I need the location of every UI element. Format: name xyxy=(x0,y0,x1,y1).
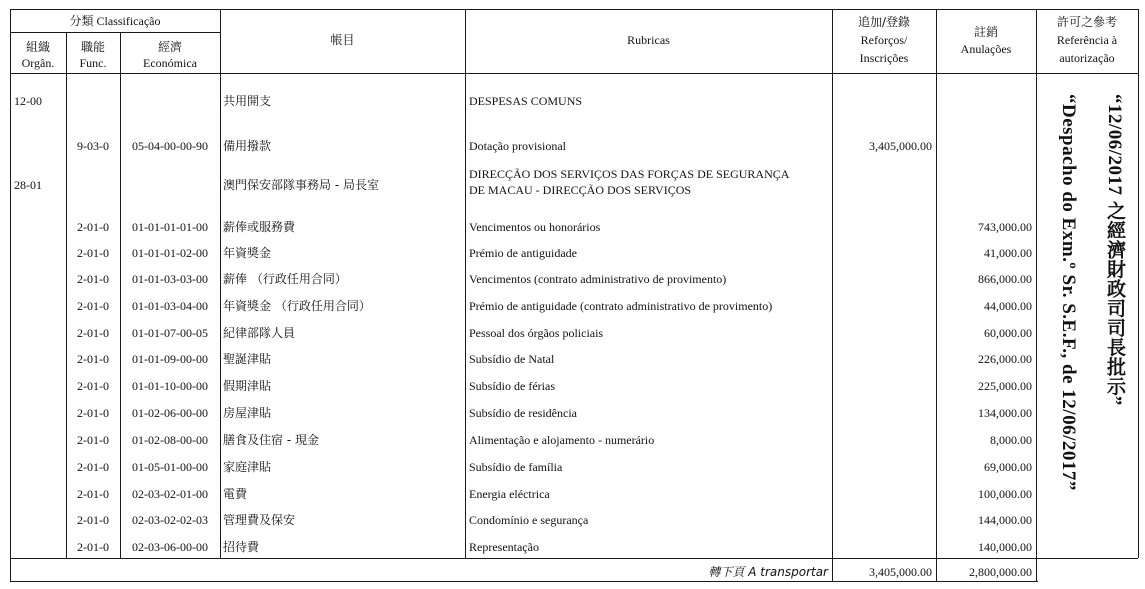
footer-label: 轉下頁 A transportar xyxy=(708,565,828,579)
cell-func: 2-01-0 xyxy=(77,379,109,393)
header-anulacoes-zh: 註銷 xyxy=(973,25,998,39)
cell-conta-zh: 薪俸 （行政任用合同） xyxy=(223,272,347,286)
cell-func: 2-01-0 xyxy=(77,433,109,447)
cell-rubrica: Subsídio de férias xyxy=(469,379,555,393)
header-eco-pt: Económica xyxy=(143,56,197,70)
header-rubricas: Rubricas xyxy=(627,33,670,47)
authorization-reference-pt: “Despacho do Exm.º Sr. S.E.F., de 12/06/2017” xyxy=(1058,94,1079,491)
cell-eco: 01-01-03-03-00 xyxy=(132,272,208,286)
authorization-reference xyxy=(1038,86,1138,556)
rule-header-bottom xyxy=(10,73,1138,74)
cell-rubrica: Prémio de antiguidade (contrato administrativo de provimento) xyxy=(469,299,773,313)
rule-anul-aut xyxy=(1036,9,1037,582)
cell-func: 2-01-0 xyxy=(77,487,109,501)
cell-conta-zh: 澳門保安部隊事務局 - 局長室 xyxy=(223,178,379,192)
cell-rubrica-line2: DE MACAU - DIRECÇÃO DOS SERVIÇOS xyxy=(469,183,692,197)
cell-eco: 01-01-03-04-00 xyxy=(132,299,208,313)
header-eco-zh: 經濟 xyxy=(157,40,182,54)
cell-conta-zh: 招待費 xyxy=(223,540,260,554)
header-referencia-pt2: autorização xyxy=(1059,51,1115,65)
header-org-zh: 組織 xyxy=(25,40,50,54)
cell-eco: 01-01-01-01-00 xyxy=(132,220,208,234)
cell-func: 2-01-0 xyxy=(77,272,109,286)
rule-org-func xyxy=(66,32,67,558)
header-conta-zh: 帳目 xyxy=(330,33,355,47)
cell-eco: 01-02-08-00-00 xyxy=(132,433,208,447)
cell-anulacao: 144,000.00 xyxy=(978,513,1032,527)
header-anulacoes-pt: Anulações xyxy=(960,42,1012,56)
cell-func: 9-03-0 xyxy=(77,139,109,153)
header-reforcos-zh: 追加/登錄 xyxy=(857,15,911,29)
cell-anulacao: 866,000.00 xyxy=(978,272,1032,286)
cell-reforco: 3,405,000.00 xyxy=(869,139,932,153)
cell-anulacao: 44,000.00 xyxy=(984,299,1032,313)
cell-org: 28-01 xyxy=(14,178,42,192)
cell-eco: 02-03-02-02-03 xyxy=(132,513,208,527)
rule-total-top xyxy=(10,558,1138,559)
cell-rubrica: DIRECÇÃO DOS SERVIÇOS DAS FORÇAS DE SEGURANÇA xyxy=(469,167,790,181)
cell-rubrica: Prémio de antiguidade xyxy=(469,246,577,260)
header-func-zh: 職能 xyxy=(80,40,105,54)
cell-conta-zh: 備用撥款 xyxy=(223,139,272,153)
cell-conta-zh: 年資獎金 xyxy=(223,246,272,260)
cell-conta-zh: 紀律部隊人員 xyxy=(223,326,296,340)
cell-conta-zh: 房屋津貼 xyxy=(223,406,272,420)
cell-func: 2-01-0 xyxy=(77,246,109,260)
cell-conta-zh: 薪俸或服務費 xyxy=(223,220,296,234)
cell-func: 2-01-0 xyxy=(77,513,109,527)
header-org-pt: Orgân. xyxy=(21,56,55,70)
cell-rubrica: Energia eléctrica xyxy=(469,487,550,501)
cell-rubrica: Pessoal dos órgãos policiais xyxy=(469,326,604,340)
cell-func: 2-01-0 xyxy=(77,406,109,420)
cell-anulacao: 743,000.00 xyxy=(978,220,1032,234)
cell-eco: 01-05-01-00-00 xyxy=(132,460,208,474)
authorization-reference-zh: “12/06/2017 之經濟財政司司長批示” xyxy=(1104,94,1125,406)
rule-left xyxy=(10,9,11,582)
rule-func-eco xyxy=(120,32,121,558)
cell-conta-zh: 電費 xyxy=(223,487,248,501)
header-reforcos-pt2: Inscrições xyxy=(859,51,909,65)
cell-anulacao: 41,000.00 xyxy=(984,246,1032,260)
header-referencia-pt1: Referência à xyxy=(1056,33,1118,47)
cell-anulacao: 225,000.00 xyxy=(978,379,1032,393)
cell-conta-zh: 管理費及保安 xyxy=(223,513,296,527)
rule-top xyxy=(10,9,1138,10)
header-classificacao: 分類 Classificação xyxy=(69,14,161,28)
cell-conta-zh: 年資獎金 （行政任用合同） xyxy=(223,299,371,313)
cell-rubrica: Dotação provisional xyxy=(469,139,566,153)
cell-func: 2-01-0 xyxy=(77,220,109,234)
cell-conta-zh: 家庭津貼 xyxy=(223,460,272,474)
cell-eco: 02-03-02-01-00 xyxy=(132,487,208,501)
rule-zh-rub xyxy=(465,9,466,558)
cell-anulacao: 69,000.00 xyxy=(984,460,1032,474)
cell-conta-zh: 膳食及住宿 - 現金 xyxy=(223,433,319,447)
cell-func: 2-01-0 xyxy=(77,326,109,340)
cell-conta-zh: 聖誕津貼 xyxy=(223,352,272,366)
cell-eco: 01-01-10-00-00 xyxy=(132,379,208,393)
cell-conta-zh: 共用開支 xyxy=(223,94,272,108)
rule-eco-zh xyxy=(220,9,221,558)
cell-eco: 01-01-01-02-00 xyxy=(132,246,208,260)
rule-classification xyxy=(10,32,220,33)
header-referencia-zh: 許可之參考 xyxy=(1056,15,1117,29)
cell-func: 2-01-0 xyxy=(77,540,109,554)
footer-reforco-total: 3,405,000.00 xyxy=(869,565,932,579)
cell-eco: 01-01-09-00-00 xyxy=(132,352,208,366)
cell-rubrica: Condomínio e segurança xyxy=(469,513,589,527)
cell-anulacao: 60,000.00 xyxy=(984,326,1032,340)
cell-eco: 05-04-00-00-90 xyxy=(132,139,208,153)
cell-rubrica: Representação xyxy=(469,540,539,554)
cell-rubrica: Vencimentos (contrato administrativo de provimento) xyxy=(469,272,727,286)
cell-func: 2-01-0 xyxy=(77,299,109,313)
cell-anulacao: 100,000.00 xyxy=(978,487,1032,501)
rule-rub-ref xyxy=(832,9,833,582)
cell-rubrica: Subsídio de residência xyxy=(469,406,577,420)
cell-anulacao: 140,000.00 xyxy=(978,540,1032,554)
cell-rubrica: Alimentação e alojamento - numerário xyxy=(469,433,655,447)
cell-eco: 02-03-06-00-00 xyxy=(132,540,208,554)
rule-right xyxy=(1138,9,1139,558)
cell-anulacao: 8,000.00 xyxy=(990,433,1032,447)
cell-func: 2-01-0 xyxy=(77,352,109,366)
cell-org: 12-00 xyxy=(14,94,42,108)
cell-func: 2-01-0 xyxy=(77,460,109,474)
cell-anulacao: 134,000.00 xyxy=(978,406,1032,420)
cell-anulacao: 226,000.00 xyxy=(978,352,1032,366)
cell-rubrica: Subsídio de Natal xyxy=(469,352,555,366)
header-reforcos-pt1: Reforços/ xyxy=(860,33,908,47)
cell-eco: 01-01-07-00-05 xyxy=(132,326,208,340)
cell-rubrica: Subsídio de família xyxy=(469,460,563,474)
rule-bottom xyxy=(10,581,1038,582)
cell-conta-zh: 假期津貼 xyxy=(223,379,272,393)
cell-rubrica: DESPESAS COMUNS xyxy=(469,94,583,108)
cell-rubrica: Vencimentos ou honorários xyxy=(469,220,601,234)
header-func-pt: Func. xyxy=(79,56,107,70)
cell-eco: 01-02-06-00-00 xyxy=(132,406,208,420)
footer-anulacao-total: 2,800,000.00 xyxy=(969,565,1032,579)
